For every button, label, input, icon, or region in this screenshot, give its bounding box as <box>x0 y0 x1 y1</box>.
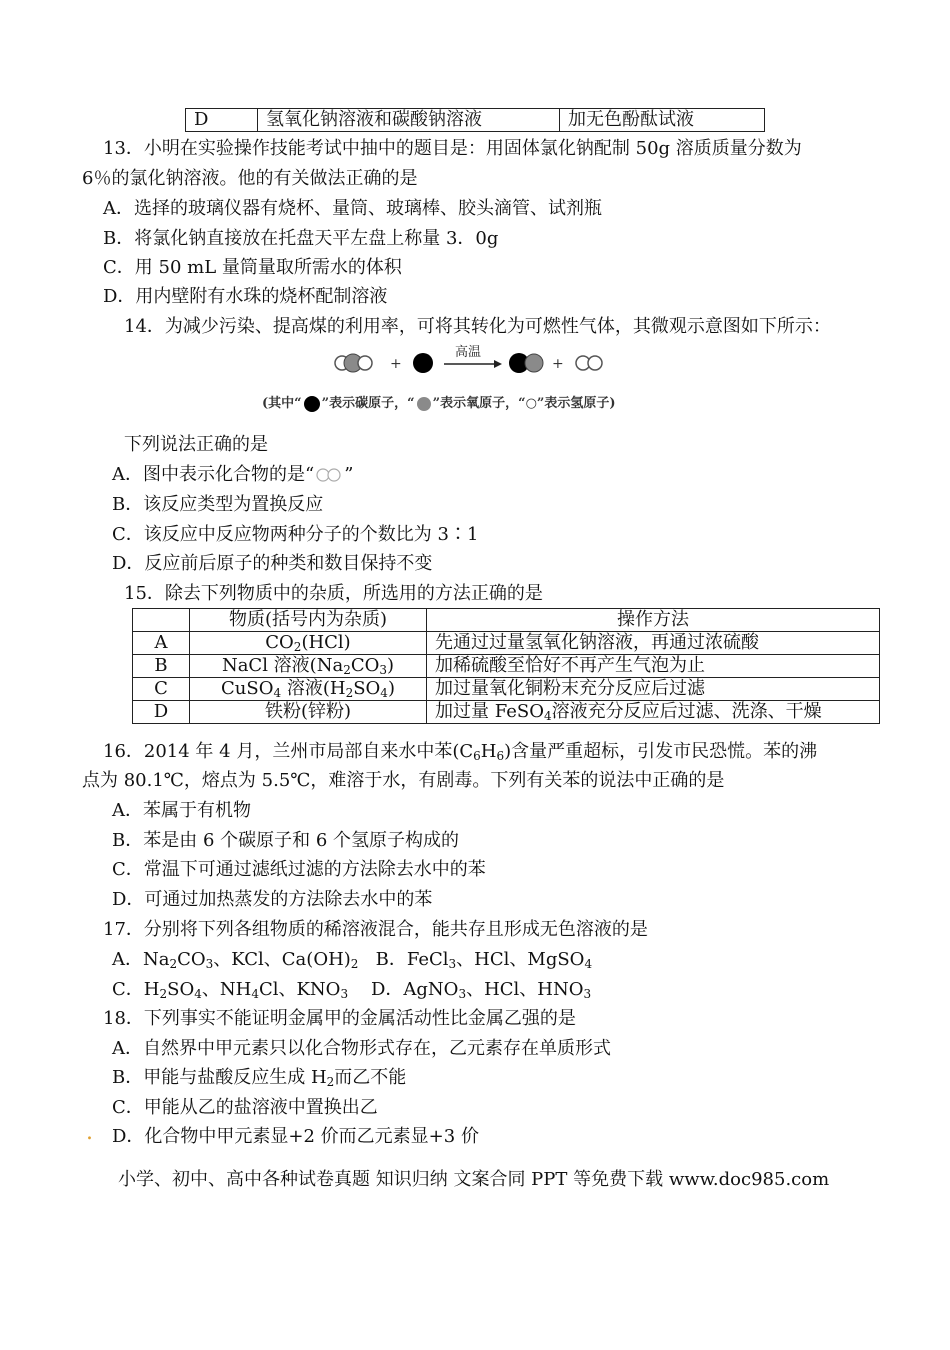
oxygen-legend-icon <box>415 395 433 413</box>
q18-option-c: C．甲能从乙的盐溶液中置换出乙 <box>112 1097 378 1118</box>
table-row <box>133 678 880 701</box>
q17-stem: 17．分别将下列各组物质的稀溶液混合，能共存且形成无色溶液的是 <box>103 919 648 940</box>
plus-sign: + <box>390 356 402 372</box>
method-cell: 加过量氧化铜粉末充分反应后过滤 <box>427 678 880 701</box>
option-a-suffix: ” <box>344 464 354 485</box>
header-cell <box>133 609 190 632</box>
q13-option-b: B．将氯化钠直接放在托盘天平左盘上称量 3．0g <box>103 228 499 249</box>
h2-molecule <box>576 356 602 370</box>
substance-cell: 铁粉(锌粉) <box>190 701 427 724</box>
option-a-prefix: A．图中表示化合物的是“ <box>112 464 315 485</box>
legend-prefix: (其中“ <box>262 396 302 411</box>
diagram-legend <box>262 392 616 413</box>
q17-options-ab: A．$Na_2CO_3$、KCl、$Ca(OH)_2$ B．FeCl$_3$、HCl、MgSO$_4$ <box>112 949 593 971</box>
q18-option-a: A．自然界中甲元素只以化合物形式存在，乙元素存在单质形式 <box>112 1038 611 1059</box>
q16-line1: 16．2014 年 4 月，兰州市局部自来水中苯$(C_6H_6)$含量严重超标，引发市民恐慌。苯的沸 <box>103 741 818 763</box>
q13-option-d: D．用内壁附有水珠的烧杯配制溶液 <box>103 286 388 307</box>
q16-option-a: A．苯属于有机物 <box>112 800 251 821</box>
reaction-diagram <box>330 342 620 382</box>
method-cell: 加过量 FeSO$_4$溶液充分反应后过滤、洗涤、干燥 <box>427 701 880 724</box>
row-label: A <box>133 632 190 655</box>
table-row <box>133 655 880 678</box>
q16-option-c: C．常温下可通过滤纸过滤的方法除去水中的苯 <box>112 859 486 880</box>
carbon-legend-icon <box>302 395 322 413</box>
substance-cell: 氢氧化钠溶液和碳酸钠溶液 <box>258 109 560 132</box>
plus-sign: + <box>552 356 564 372</box>
q14-option-d: D．反应前后原子的种类和数目保持不变 <box>112 553 433 574</box>
q14-stem: 14．为减少污染、提高煤的利用率，可将其转化为可燃性气体，其微观示意图如下所示： <box>124 316 831 337</box>
reaction-arrow <box>444 360 502 368</box>
q15-stem: 15．除去下列物质中的杂质，所选用的方法正确的是 <box>124 583 543 604</box>
legend-oxygen-text: ”表示氧原子，“○”表示氢原子) <box>432 396 616 411</box>
bullet-mark: . <box>86 1120 93 1145</box>
row-label: B <box>133 655 190 678</box>
q13-stem-line1: 13．小明在实验操作技能考试中抽中的题目是：用固体氯化钠配制 50g 溶质质量分数为 <box>103 138 802 159</box>
method-cell: 先通过过量氢氧化钠溶液，再通过浓硫酸 <box>427 632 880 655</box>
table-row <box>133 632 880 655</box>
q17-options-cd: C．$H_2SO_4$、$NH_4Cl$、$KNO_3$ D．AgNO$_3$、HCl、$HNO_3$ <box>112 979 592 1001</box>
q18-stem: 18．下列事实不能证明金属甲的金属活动性比金属乙强的是 <box>103 1008 576 1029</box>
substance-cell: $CO_2(HCl)$ <box>190 632 427 655</box>
row-label: D <box>186 109 258 132</box>
substance-cell: NaCl 溶液$(Na_2CO_3)$ <box>190 655 427 678</box>
table-row <box>133 701 880 724</box>
substance-cell: CuSO$_4$ 溶液$(H_2SO_4)$ <box>190 678 427 701</box>
co-molecule <box>509 353 543 373</box>
q14-option-a <box>112 463 353 487</box>
q18-option-d: D．化合物中甲元素显+2 价而乙元素显+3 价 <box>112 1126 479 1147</box>
footer-text: 小学、初中、高中各种试卷真题 知识归纳 文案合同 PPT 等免费下载 www.doc985.com <box>118 1169 830 1190</box>
q18-option-b: B．甲能与盐酸反应生成 $H_2$而乙不能 <box>112 1067 407 1089</box>
q16-option-d: D．可通过加热蒸发的方法除去水中的苯 <box>112 889 433 910</box>
method-cell: 加稀硫酸至恰好不再产生气泡为止 <box>427 655 880 678</box>
h2-molecule-icon <box>314 467 344 483</box>
reagent-cell: 加无色酚酞试液 <box>560 109 765 132</box>
header-cell: 物质(括号内为杂质) <box>190 609 427 632</box>
arrow-label: 高温 <box>455 345 482 360</box>
q13-stem-line2: 6％的氯化钠溶液。他的有关做法正确的是 <box>82 168 418 189</box>
table-header-row <box>133 609 880 632</box>
q14-option-b: B．该反应类型为置换反应 <box>112 494 324 515</box>
top-table <box>185 108 765 132</box>
row-label: D <box>133 701 190 724</box>
row-label: C <box>133 678 190 701</box>
water-molecule <box>335 354 372 372</box>
carbon-atom <box>413 353 433 373</box>
q13-option-c: C．用 50 mL 量筒量取所需水的体积 <box>103 257 402 278</box>
q13-option-a: A．选择的玻璃仪器有烧杯、量筒、玻璃棒、胶头滴管、试剂瓶 <box>103 198 602 219</box>
header-cell: 操作方法 <box>427 609 880 632</box>
q14-option-c: C．该反应中反应物两种分子的个数比为 3∶1 <box>112 524 479 545</box>
legend-carbon-text: ”表示碳原子，“ <box>321 396 415 411</box>
q16-option-b: B．苯是由 6 个碳原子和 6 个氢原子构成的 <box>112 830 460 851</box>
table-row <box>186 109 765 132</box>
q16-line2: 点为 80.1℃，熔点为 5.5℃，难溶于水，有剧毒。下列有关苯的说法中正确的是 <box>82 770 725 791</box>
q14-prompt: 下列说法正确的是 <box>124 434 268 455</box>
q15-table <box>132 608 880 724</box>
